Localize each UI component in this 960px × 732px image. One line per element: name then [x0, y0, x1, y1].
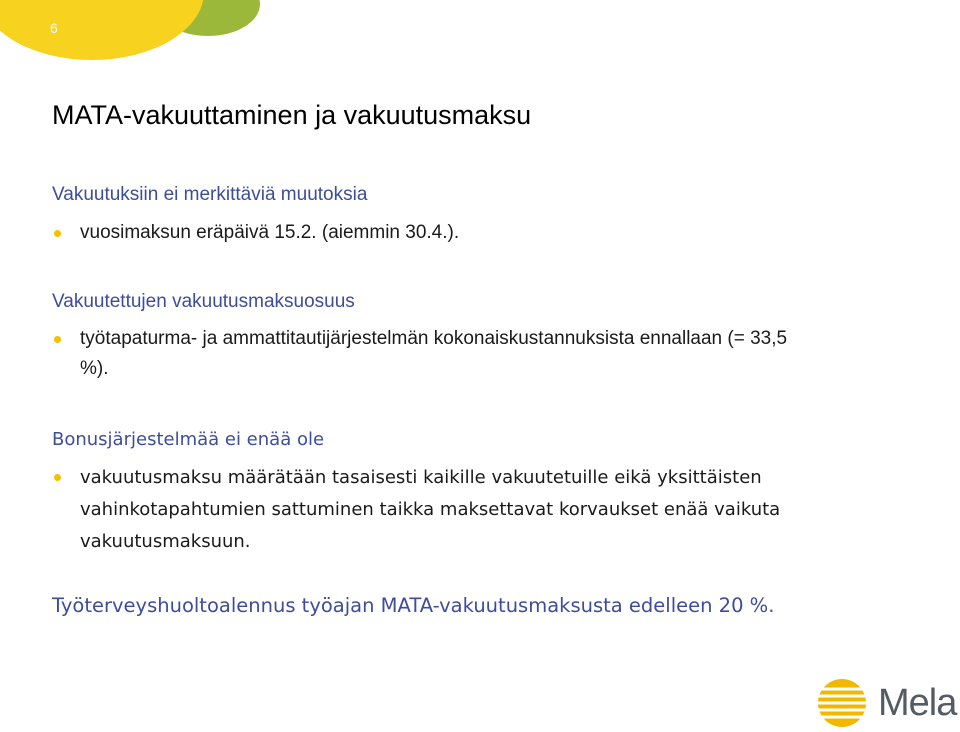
corner-decoration — [0, 0, 280, 80]
bullet-cost-share: työtapaturma- ja ammattitautijärjestelmän kokonaiskustannuksista ennallaan (= 33,5 %). — [52, 324, 812, 384]
mela-logo-text: Mela — [878, 682, 957, 724]
slide-title: MATA-vakuuttaminen ja vakuutusmaksu — [52, 100, 532, 130]
page-number: 6 — [50, 20, 58, 36]
section-heading-share: Vakuutettujen vakuutusmaksuosuus — [52, 291, 355, 312]
final-note: Työterveyshuoltoalennus työajan MATA-vakuutusmaksusta edelleen 20 %. — [52, 594, 775, 617]
bullet-bonus-system: vakuutusmaksu määrätään tasaisesti kaikille vakuutetuille eikä yksittäisten vahinkotapahtumien sattuminen taikka maksettavat korvaukset enää vaikuta vakuutusmaksuun. — [52, 462, 852, 558]
section-heading-changes: Vakuutuksiin ei merkittäviä muutoksia — [52, 184, 368, 205]
section-heading-bonus: Bonusjärjestelmää ei enää ole — [52, 429, 325, 450]
bullet-due-date: vuosimaksun eräpäivä 15.2. (aiemmin 30.4.). — [52, 218, 872, 248]
